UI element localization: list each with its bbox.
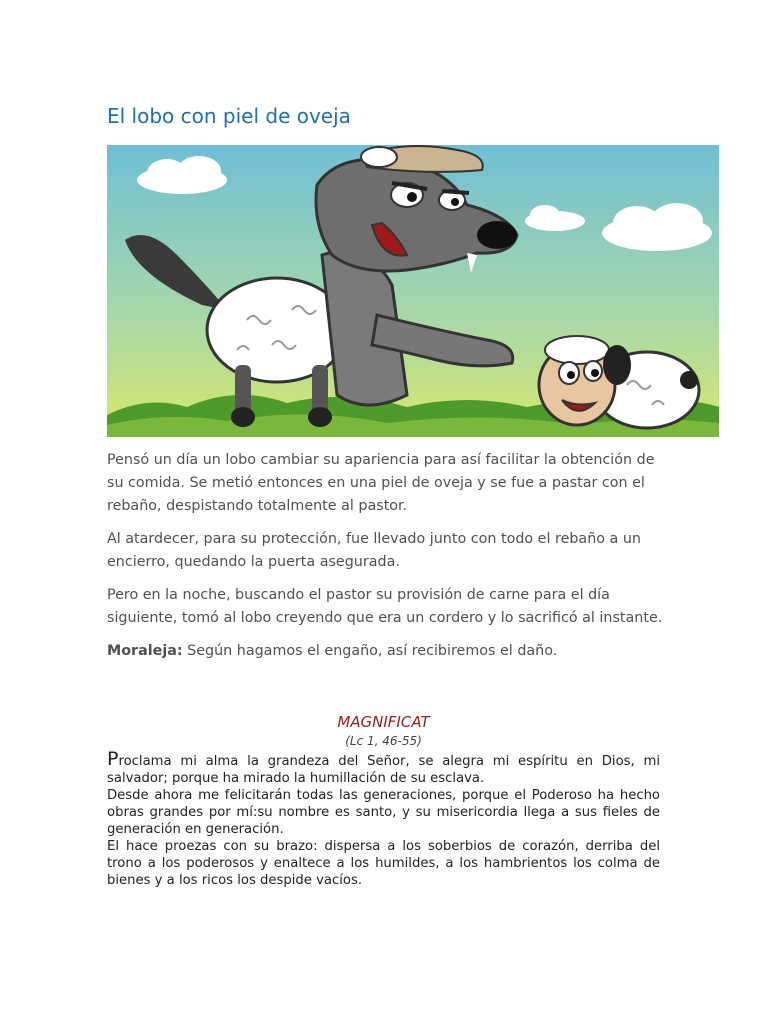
magnificat-line bbox=[107, 748, 660, 787]
moral-text: Según hagamos el engaño, así recibiremos el daño. bbox=[187, 643, 558, 659]
moral-label: Moraleja: bbox=[107, 643, 183, 659]
magnificat-section bbox=[107, 712, 660, 889]
story-paragraph: Pero en la noche, buscando el pastor su provisión de carne para el día siguiente, tomó al lobo creyendo que era un cordero y lo sacrificó al instante. bbox=[107, 587, 663, 626]
story-paragraph: Al atardecer, para su protección, fue llevado junto con todo el rebaño a un encierro, quedando la puerta asegurada. bbox=[107, 531, 641, 570]
drop-cap: P bbox=[107, 748, 119, 770]
wolf-sheep-illustration bbox=[107, 145, 719, 437]
story-body bbox=[107, 449, 667, 673]
magnificat-line: El hace proezas con su brazo: dispersa a los soberbios de corazón, derriba del trono a los poderosos y enaltece a los humildes, a los hambrientos los colma de bienes y a los ricos los despide vacíos. bbox=[107, 839, 660, 888]
story-paragraph: Pensó un día un lobo cambiar su apariencia para así facilitar la obtención de su comida. Se metió entonces en una piel de oveja y se fue a pastar con el rebaño, despistando totalmente al pastor. bbox=[107, 452, 655, 514]
magnificat-title: MAGNIFICAT bbox=[337, 713, 430, 731]
magnificat-reference: (Lc 1, 46-55) bbox=[345, 734, 422, 748]
page-title: El lobo con piel de oveja bbox=[107, 104, 351, 128]
magnificat-text bbox=[107, 748, 660, 889]
moral bbox=[107, 640, 667, 663]
magnificat-line: Desde ahora me felicitarán todas las generaciones, porque el Poderoso ha hecho obras grandes por mí:su nombre es santo, y su misericordia llega a sus fieles de generación en generación. bbox=[107, 788, 660, 837]
magnificat-line-text: roclama mi alma la grandeza del Señor, se alegra mi espíritu en Dios, mi salvador; porque ha mirado la humillación de su esclava. bbox=[107, 754, 660, 786]
